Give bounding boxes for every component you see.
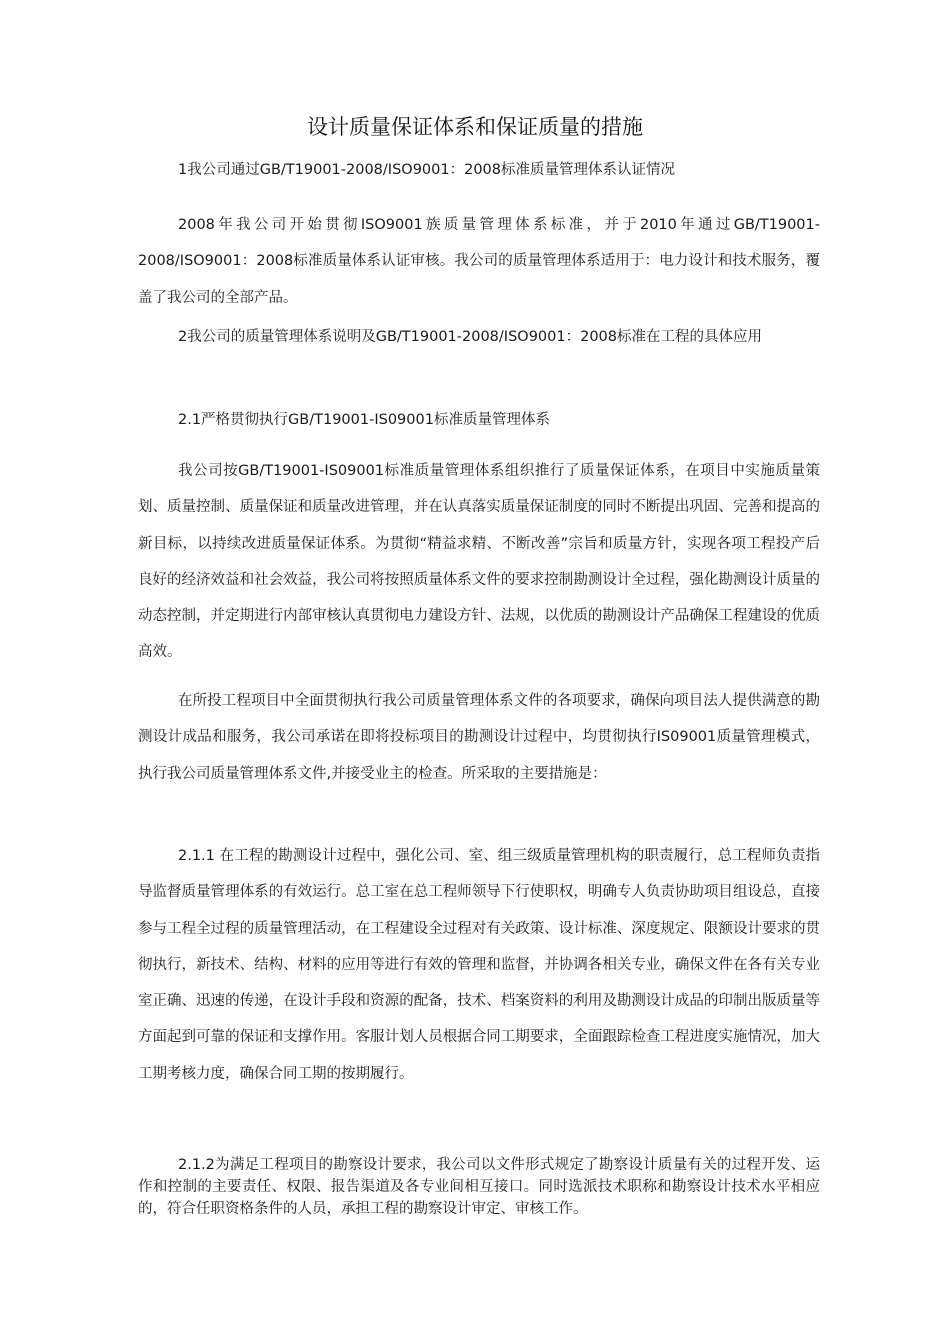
paragraph-2-1-a: 我公司按GB/T19001-IS09001标准质量管理体系组织推行了质量保证体系，在项目中实施质量策划、质量控制、质量保证和质量改进管理，并在认真落实质量保证制度的同时不断提出巩固、完善和提高的新目标，以持续改进质量保证体系。为贯彻“精益求精、不断改善”宗旨和质量方针，实现各项工程投产后良好的经济效益和社会效益，我公司将按照质量体系文件的要求控制勘测设计全过程，强化勘测设计质量的动态控制，并定期进行内部审核认真贯彻电力建设方针、法规，以优质的勘测设计产品确保工程建设的优质高效。 <box>138 463 820 661</box>
section-2-1-heading: 2.1严格贯彻执行GB/T19001-IS09001标准质量管理体系 <box>178 412 550 428</box>
section-1-heading: 1我公司通过GB/T19001-2008/ISO9001：2008标准质量管理体系认证情况 <box>178 162 675 178</box>
section-2-heading: 2我公司的质量管理体系说明及GB/T19001-2008/ISO9001：2008标准在工程的具体应用 <box>178 329 762 345</box>
paragraph-2-1-b: 在所投工程项目中全面贯彻执行我公司质量管理体系文件的各项要求，确保向项目法人提供满意的勘测设计成品和服务，我公司承诺在即将投标项目的勘测设计过程中，均贯彻执行IS09001质量管理模式，执行我公司质量管理体系文件,并接受业主的检查。所采取的主要措施是： <box>138 693 820 782</box>
paragraph-2008-certification: 2008年我公司开始贯彻ISO9001族质量管理体系标准，并于2010年通过GB/T19001-2008/ISO9001：2008标准质量体系认证审核。我公司的质量管理体系适用于：电力设计和技术服务，覆盖了我公司的全部产品。 <box>138 217 820 306</box>
paragraph-2-1-2: 2.1.2为满足工程项目的勘察设计要求，我公司以文件形式规定了勘察设计质量有关的过程开发、运作和控制的主要责任、权限、报告渠道及各专业间相互接口。同时选派技术职称和勘察设计技术水平相应的，符合任职资格条件的人员，承担工程的勘察设计审定、审核工作。 <box>138 1157 820 1217</box>
document-title: 设计质量保证体系和保证质量的措施 <box>307 115 643 139</box>
paragraph-2-1-1: 2.1.1 在工程的勘测设计过程中，强化公司、室、组三级质量管理机构的职责履行，总工程师负责指导监督质量管理体系的有效运行。总工室在总工程师领导下行使职权，明确专人负责协助项目组设总，直接参与工程全过程的质量管理活动，在工程建设全过程对有关政策、设计标准、深度规定、限额设计要求的贯彻执行，新技术、结构、材料的应用等进行有效的管理和监督，并协调各相关专业，确保文件在各有关专业室正确、迅速的传递，在设计手段和资源的配备，技术、档案资料的利用及勘测设计成品的印制出版质量等方面起到可靠的保证和支撑作用。客服计划人员根据合同工期要求，全面跟踪检查工程进度实施情况，加大工期考核力度，确保合同工期的按期履行。 <box>138 848 820 1082</box>
